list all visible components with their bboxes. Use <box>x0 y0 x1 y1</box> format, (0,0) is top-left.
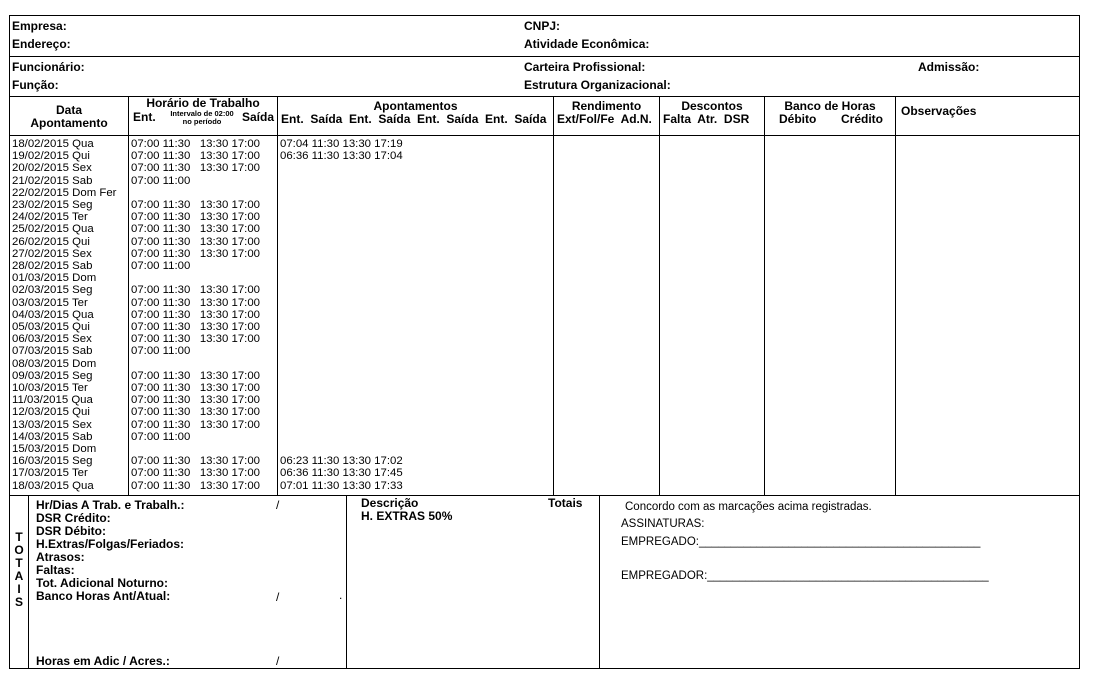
row-date: 22/02/2015 Dom Fer <box>12 186 117 199</box>
row-horario: 07:00 11:30 13:30 17:00 <box>131 211 260 224</box>
totals-adicional: Tot. Adicional Noturno: <box>36 576 168 590</box>
row-horario: 07:00 11:30 13:30 17:00 <box>131 455 260 468</box>
col-line-descontos <box>764 96 765 496</box>
estrutura-label: Estrutura Organizacional: <box>524 78 671 92</box>
header-apontamentos-cols: Ent. Saída Ent. Saída Ent. Saída Ent. Saída <box>281 112 547 126</box>
totals-vertical-label <box>12 531 26 609</box>
row-horario: 07:00 11:30 13:30 17:00 <box>131 138 260 150</box>
header-horario-intervalo <box>163 110 241 126</box>
row-horario: 07:00 11:30 13:30 17:00 <box>131 369 260 382</box>
row-apontamentos: 06:23 11:30 13:30 17:02 <box>280 455 403 468</box>
row-horario: 07:00 11:30 13:30 17:00 <box>131 162 260 175</box>
row-date: 13/03/2015 Sex <box>12 418 92 431</box>
row-date: 24/02/2015 Ter <box>12 211 88 224</box>
row-horario: 07:00 11:00 <box>131 345 191 358</box>
totals-atrasos: Atrasos: <box>36 550 85 564</box>
row-horario: 07:00 11:30 13:30 17:00 <box>131 418 260 431</box>
header-horario-saida: Saída <box>242 110 275 124</box>
row-date: 25/02/2015 Qua <box>12 223 94 236</box>
row-date: 17/03/2015 Ter <box>12 467 88 480</box>
row-date: 18/02/2015 Qua <box>12 138 94 150</box>
row-date: 05/03/2015 Qui <box>12 321 90 333</box>
row-date: 02/03/2015 Seg <box>12 284 93 297</box>
row-horario: 07:00 11:30 13:30 17:00 <box>131 406 260 419</box>
row-date: 18/03/2015 Qua <box>12 479 94 492</box>
totals-hextras: H.Extras/Folgas/Feriados: <box>36 537 185 551</box>
totals-line-desc <box>346 495 347 669</box>
row-horario: 07:00 11:30 13:30 17:00 <box>131 394 260 407</box>
row-apontamentos: 07:04 11:30 13:30 17:19 <box>280 138 403 150</box>
row-date: 11/03/2015 Qua <box>12 394 93 407</box>
totals-vertical-letter: O <box>14 543 24 557</box>
totals-vertical-letter: T <box>15 530 23 544</box>
totals-descricao-item: H. EXTRAS 50% <box>361 509 453 523</box>
row-date: 04/03/2015 Qua <box>12 308 94 321</box>
totals-dsr-credito: DSR Crédito: <box>36 511 111 525</box>
header-data-line2: Apontamento <box>30 116 108 130</box>
row-horario: 07:00 11:30 13:30 17:00 <box>131 235 260 248</box>
totals-banco: Banco Horas Ant/Atual: <box>36 589 171 603</box>
row-apontamentos: 06:36 11:30 13:30 17:45 <box>280 467 403 480</box>
header-rendimento-title: Rendimento <box>571 99 642 113</box>
row-date: 08/03/2015 Dom <box>12 357 97 370</box>
totals-totais-label: Totais <box>548 496 583 510</box>
row-apontamentos: 06:36 11:30 13:30 17:04 <box>280 150 403 163</box>
row-date: 07/03/2015 Sab <box>12 345 93 358</box>
signature-concordo: Concordo com as marcações acima registradas. <box>625 501 872 513</box>
header-data <box>10 104 128 130</box>
header-banco-credito: Crédito <box>841 112 883 126</box>
row-horario: 07:00 11:30 13:30 17:00 <box>131 284 260 297</box>
row-horario: 07:00 11:30 13:30 17:00 <box>131 321 260 333</box>
header-horario-title: Horário de Trabalho <box>146 96 260 110</box>
totals-dsr-debito: DSR Débito: <box>36 524 106 538</box>
totals-banco-sep: / <box>276 590 280 604</box>
row-date: 21/02/2015 Sab <box>12 174 93 187</box>
header-observacoes: Observações <box>901 104 977 118</box>
header-rendimento-cols: Ext/Fol/Fe Ad.N. <box>557 112 652 126</box>
totals-vertical-letter: S <box>14 595 23 609</box>
row-date: 14/03/2015 Sab <box>12 430 93 443</box>
row-horario: 07:00 11:30 13:30 17:00 <box>131 296 260 309</box>
signature-empregado: EMPREGADO:____________________________________________ <box>621 536 981 548</box>
divider-company <box>9 56 1080 57</box>
header-banco-debito: Débito <box>779 112 817 126</box>
header-descontos-title: Descontos <box>681 99 743 113</box>
funcionario-label: Funcionário: <box>12 60 85 74</box>
carteira-label: Carteira Profissional: <box>524 60 646 74</box>
frame-bottom <box>9 668 1080 669</box>
row-horario: 07:00 11:30 13:30 17:00 <box>131 467 260 480</box>
row-date: 06/03/2015 Sex <box>12 333 92 346</box>
totals-faltas: Faltas: <box>36 563 75 577</box>
frame-right <box>1079 15 1080 669</box>
row-date: 15/03/2015 Dom <box>12 443 97 455</box>
col-line-horario <box>277 96 278 496</box>
row-horario: 07:00 11:30 13:30 17:00 <box>131 247 260 260</box>
atividade-label: Atividade Econômica: <box>524 37 650 51</box>
totals-descricao-label: Descrição <box>361 496 419 510</box>
row-date: 26/02/2015 Qui <box>12 235 90 248</box>
row-date: 16/03/2015 Seg <box>12 455 93 468</box>
header-banco-title: Banco de Horas <box>784 99 876 113</box>
divider-table-header <box>9 135 1080 136</box>
row-date: 01/03/2015 Dom <box>12 272 97 285</box>
admissao-label: Admissão: <box>918 60 980 74</box>
totals-horas-adic: Horas em Adic / Acres.: <box>36 654 170 668</box>
totals-vertical-letter: I <box>17 582 21 596</box>
row-date: 12/03/2015 Qui <box>12 406 90 419</box>
row-date: 23/02/2015 Seg <box>12 199 93 211</box>
totals-horas-adic-sep: / <box>276 654 280 668</box>
endereco-label: Endereço: <box>12 37 71 51</box>
row-date: 03/03/2015 Ter <box>12 296 88 309</box>
totals-line-label <box>28 495 29 669</box>
row-horario: 07:00 11:00 <box>131 260 191 272</box>
header-horario-intervalo-2: no período <box>182 117 222 126</box>
totals-hr-dias: Hr/Dias A Trab. e Trabalh.: <box>36 498 185 512</box>
row-apontamentos: 07:01 11:30 13:30 17:33 <box>280 479 403 492</box>
row-horario: 07:00 11:00 <box>131 430 191 443</box>
signature-assinaturas: ASSINATURAS: <box>621 518 705 530</box>
col-line-apontamentos <box>553 96 554 496</box>
row-horario: 07:00 11:30 13:30 17:00 <box>131 223 260 236</box>
row-horario: 07:00 11:30 13:30 17:00 <box>131 333 260 346</box>
header-descontos-cols: Falta Atr. DSR <box>663 112 750 126</box>
header-horario-ent: Ent. <box>133 110 156 124</box>
row-horario: 07:00 11:30 13:30 17:00 <box>131 382 260 394</box>
header-horario-intervalo-1: Intervalo de 02:00 <box>170 109 234 118</box>
totals-line-sign <box>599 495 600 669</box>
row-horario: 07:00 11:30 13:30 17:00 <box>131 308 260 321</box>
row-date: 19/02/2015 Qui <box>12 150 90 163</box>
header-data-line1: Data <box>55 103 82 117</box>
totals-banco-dot: . <box>339 588 343 602</box>
row-horario: 07:00 11:30 13:30 17:00 <box>131 150 260 163</box>
cnpj-label: CNPJ: <box>524 19 561 33</box>
signature-empregador: EMPREGADOR:____________________________________________ <box>621 570 989 582</box>
totals-hr-dias-sep: / <box>276 498 280 512</box>
row-date: 27/02/2015 Sex <box>12 247 92 260</box>
frame-top <box>9 15 1080 16</box>
header-apontamentos-title: Apontamentos <box>373 99 458 113</box>
row-date: 20/02/2015 Sex <box>12 162 92 175</box>
row-date: 10/03/2015 Ter <box>12 382 88 394</box>
row-horario: 07:00 11:30 13:30 17:00 <box>131 479 260 492</box>
divider-totals <box>9 495 1080 496</box>
col-line-data <box>128 96 129 496</box>
totals-vertical-letter: A <box>14 569 24 583</box>
row-date: 28/02/2015 Sab <box>12 260 93 272</box>
empresa-label: Empresa: <box>12 19 67 33</box>
row-horario: 07:00 11:30 13:30 17:00 <box>131 199 260 211</box>
row-horario: 07:00 11:00 <box>131 174 191 187</box>
totals-vertical-letter: T <box>15 556 23 570</box>
col-line-rendimento <box>659 96 660 496</box>
col-line-banco <box>895 96 896 496</box>
row-date: 09/03/2015 Seg <box>12 369 93 382</box>
funcao-label: Função: <box>12 78 59 92</box>
